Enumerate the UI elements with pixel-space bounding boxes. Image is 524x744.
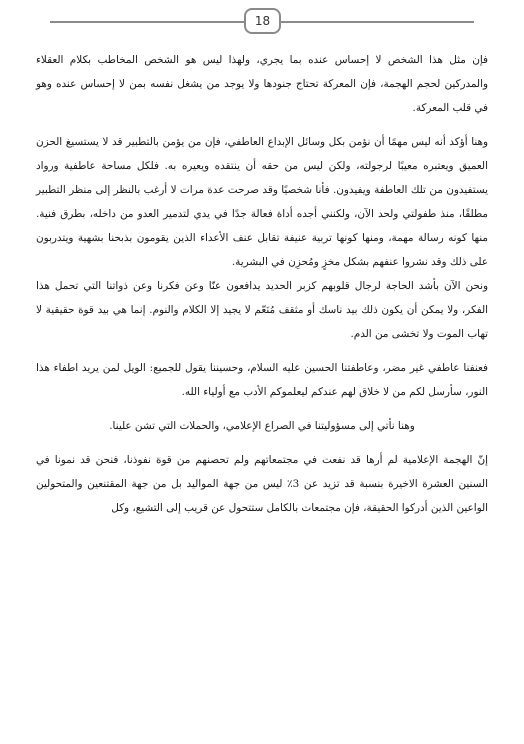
paragraph: إنّ الهجمة الإعلامية لم أرها قد نفعت في مجتمعاتهم ولم تحصنهم من قوة نفوذنا، فنحن قد نمونا في السنين العشرة الاخيرة بنسبة قد تزيد عن 3٪ ليس من جهة المواليد بل من جهة المقتنعين والمتحولين الواعين الذين أدركوا الحقيقة، فإن مجتمعات بالكامل ستتحول عن قريب إلى التشيع، وكل — [36, 454, 488, 514]
paragraph: فإن مثل هذا الشخص لا إحساس عنده بما يجري، ولهذا ليس هو الشخص المخاطب بكلام العقلاء والمدركين لحجم الهجمة، فإن المعركة تحتاج جنودها ولا يوجد من يشغل نفسه بمن لا إحساس عنده وهو في قلب المعركة. — [36, 54, 488, 114]
paragraph: وهنا نأتي إلى مسؤوليتنا في الصراع الإعلامي، والحملات التي تشن علينا. — [109, 420, 415, 432]
paragraph: ونحن الآن بأشد الحاجة لرجال قلوبهم كزبر الحديد يدافعون عنّا وعن فكرنا وعن ذواتنا التي تحمل هذا الفكر، ولا يمكن أن يكون ذلك بيد ناسك أو مثقف مُنَعّم لا يجيد إلا الكلام والنوم. إنما هي بيد قوة حقيقية لا تهاب الموت ولا تخشى من الدم. — [36, 280, 488, 340]
header-rule-right — [281, 21, 474, 23]
paragraph: وهنا أؤكد أنه ليس مهمًا أن نؤمن بكل وسائل الإبداع العاطفي، فإن من يؤمن بالتطبير قد لا يستسيغ الحزن العميق ويعتبره معيبًا لرجولته، ولكن ليس من حقه أن ينتقده ويعيره به. فلكل مساحة عاطفية ورواد يستفيدون من تلك العاطفة ويفيدون. فأنا شخصيًا وقد صرحت عدة مرات لا أرغب بالنظر إلى منظر التطبير مطلقًا، منذ طفولتي ولحد الآن، ولكنني أجده أداة فعالة جدًا في يدي لتدمير العدو من داخله، بطرق فنية. منها كونه رسالة مهمة، ومنها كونها تربية عنيفة تقابل عنف الأعداء الذين يقومون بذبحنا بشهية ويتدربون على ذلك وقد نشروا عنفهم بشكل مخزٍ ومُحزِن في البشرية. — [36, 136, 488, 268]
page-number: 18 — [254, 14, 271, 28]
page-number-badge — [244, 8, 281, 34]
page-header — [0, 0, 524, 40]
document-body — [36, 48, 488, 520]
header-rule-left — [50, 21, 244, 23]
paragraph: فعنفنا عاطفي غير مضر، وعاطفتنا الحسين عليه السلام، وحسيننا يقول للجميع: الويل لمن يريد اطفاء هذا النور، سأرسل لكم من لا خلاق لهم عندكم ليعلموكم الأدب مع أولياء الله. — [36, 362, 488, 398]
